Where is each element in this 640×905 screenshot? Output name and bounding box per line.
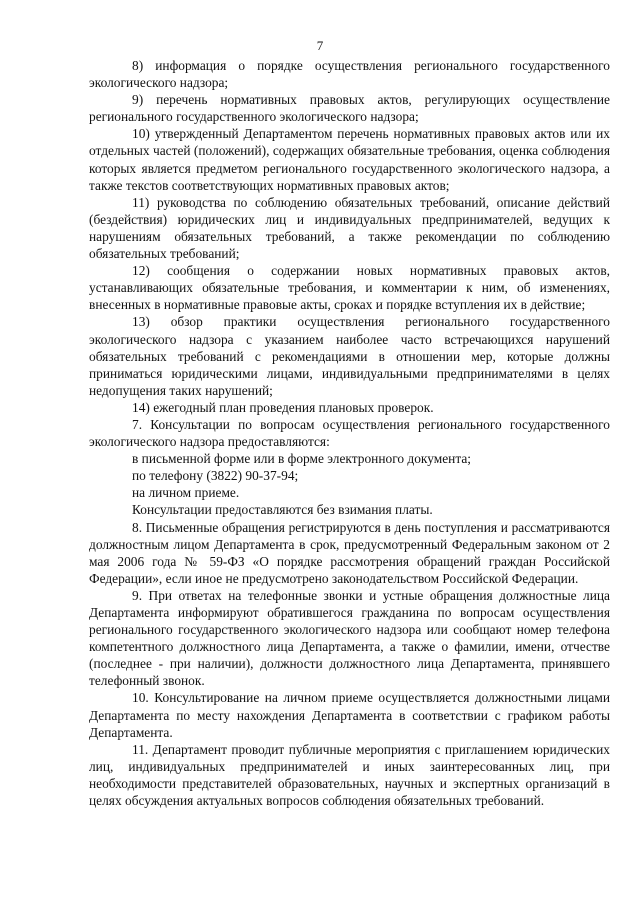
consultation-written: в письменной форме или в форме электронного документа; xyxy=(132,451,472,467)
document-body xyxy=(89,57,610,809)
clause-8: 8. Письменные обращения регистрируются в день поступления и рассматриваются должностным лицом Департамента в срок, предусмотренный Федеральным законом от 2 мая 2006 года № 59-ФЗ «О порядке рассмотрения обращений граждан Российской Федерации», если иное не предусмотрено законодательством Российской Федерации. xyxy=(89,519,610,586)
clause-10: 10. Консультирование на личном приеме осуществляется должностными лицами Департамента по месту нахождения Департамента в соответствии с графиком работы Департамента. xyxy=(89,690,610,740)
consultation-phone: по телефону (3822) 90-37-94; xyxy=(132,468,299,484)
consultation-free: Консультации предоставляются без взимания платы. xyxy=(132,502,433,518)
clause-11: 11. Департамент проводит публичные мероприятия с приглашением юридических лиц, индивидуальных предпринимателей и иных заинтересованных лиц, при необходимости представителей образовательных, научных и экспертных организаций в целях обсуждения актуальных вопросов соблюдения обязательных требований. xyxy=(89,741,610,809)
list-item-12: 12) сообщения о содержании новых нормативных правовых актов, устанавливающих обязательные требования, и комментарии к ним, об изменениях, внесенных в нормативные правовые акты, сроках и порядке вступления их в действие; xyxy=(89,263,610,313)
consultation-in-person: на личном приеме. xyxy=(132,485,240,501)
list-item-9: 9) перечень нормативных правовых актов, регулирующих осуществление регионального государственного экологического надзора; xyxy=(89,92,610,125)
list-item-10: 10) утвержденный Департаментом перечень нормативных правовых актов или их отдельных частей (положений), содержащих обязательные требования, оценка соблюдения которых является предметом регионального государственного экологического надзора, а также текстов соответствующих нормативных правовых актов; xyxy=(89,126,610,193)
list-item-11: 11) руководства по соблюдению обязательных требований, описание действий (бездействия) юридических лиц и индивидуальных предпринимателей, ведущих к нарушениям обязательных требований, а также рекомендации по соблюдению обязательных требований; xyxy=(89,194,610,262)
list-item-13: 13) обзор практики осуществления регионального государственного экологического надзора с указанием наиболее часто встречающихся нарушений обязательных требований с рекомендациями в отношении мер, которые должны приниматься юридическими лицами, индивидуальными предпринимателями в целях недопущения таких нарушений; xyxy=(89,314,610,398)
clause-9: 9. При ответах на телефонные звонки и устные обращения должностные лица Департамента информируют обратившегося гражданина по вопросам осуществления регионального государственного экологического надзора или сообщают номер телефона компетентного должностного лица Департамента, а также о фамилии, имени, отчестве (последнее - при наличии), должности должностного лица Департамента, принявшего телефонный звонок. xyxy=(89,587,610,689)
list-item-14: 14) ежегодный план проведения плановых проверок. xyxy=(132,399,434,415)
clause-7: 7. Консультации по вопросам осуществления регионального государственного экологического надзора предоставляются: xyxy=(89,416,610,450)
list-item-8: 8) информация о порядке осуществления регионального государственного экологического надзора; xyxy=(89,58,610,91)
page-number: 7 xyxy=(316,38,324,53)
